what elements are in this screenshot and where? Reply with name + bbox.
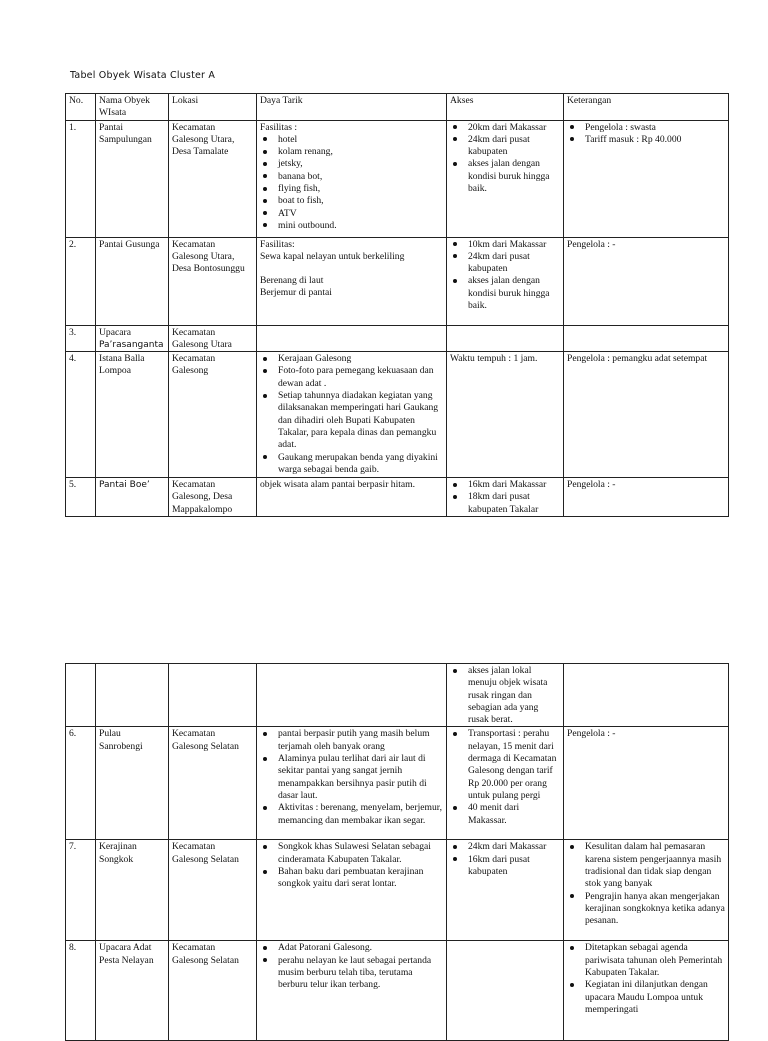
attraction-heading: Fasilitas : bbox=[260, 121, 298, 133]
attraction-cell bbox=[257, 727, 447, 840]
object-location: Kecamatan Galesong Selatan bbox=[169, 727, 257, 840]
access-cell bbox=[447, 478, 564, 517]
row-number: 4. bbox=[66, 352, 96, 478]
access-cell bbox=[447, 727, 564, 840]
attraction-line: Berenang di laut bbox=[260, 275, 324, 287]
list-item: 16km dari pusat kabupaten bbox=[468, 854, 560, 879]
access-list bbox=[450, 665, 560, 726]
notes-list bbox=[567, 841, 725, 927]
access-cell bbox=[447, 120, 564, 237]
attraction-list bbox=[260, 841, 443, 890]
access-cell bbox=[447, 325, 564, 352]
list-item: ATV bbox=[278, 208, 443, 220]
list-item: mini outbound. bbox=[278, 220, 443, 232]
notes-cell: Pengelola : - bbox=[564, 237, 729, 325]
object-name-line: Upacara bbox=[99, 326, 131, 338]
list-item: Kegiatan ini dilanjutkan dengan upacara Maudu Lompoa untuk memperingati bbox=[585, 979, 725, 1016]
object-location: Kecamatan Galesong Utara, Desa Tamalate bbox=[169, 120, 257, 237]
attraction-list bbox=[260, 134, 443, 232]
list-item: jetsky, bbox=[278, 158, 443, 170]
list-item: Pengelola : swasta bbox=[585, 122, 725, 134]
list-item: 24km dari pusat kabupaten bbox=[468, 134, 560, 159]
row-number: 7. bbox=[66, 840, 96, 941]
attraction-cell bbox=[257, 120, 447, 237]
list-item: Kesulitan dalam hal pemasaran karena sistem pengerjaannya masih tradisional dan tidak siap dengan stok yang banyak bbox=[585, 841, 725, 890]
object-location: Kecamatan Galesong Selatan bbox=[169, 941, 257, 1041]
access-list bbox=[450, 239, 560, 313]
object-location: Kecamatan Galesong bbox=[169, 352, 257, 478]
attraction-cell bbox=[257, 941, 447, 1041]
table-row bbox=[66, 941, 729, 1041]
list-item: akses jalan lokal menuju objek wisata rusak ringan dan sebagian ada yang rusak berat. bbox=[468, 665, 560, 726]
object-name: Pantai Sampulungan bbox=[96, 120, 169, 237]
list-item: 24km dari Makassar bbox=[468, 841, 560, 853]
object-name: Pantai Boe’ bbox=[96, 478, 169, 517]
attraction-line: Berjemur di pantai bbox=[260, 287, 332, 299]
object-name: Pantai Gusunga bbox=[96, 237, 169, 325]
list-item: perahu nelayan ke laut sebagai pertanda musim berburu telah tiba, terutama berburu telur ikan terbang. bbox=[278, 955, 443, 992]
table-row bbox=[66, 727, 729, 840]
list-item: Foto-foto para pemegang kekuasaan dan dewan adat . bbox=[278, 365, 443, 390]
list-item: 40 menit dari Makassar. bbox=[468, 802, 560, 827]
object-name: Pulau Sanrobengi bbox=[96, 727, 169, 840]
list-item: Transportasi : perahu nelayan, 15 menit dari dermaga di Kecamatan Galesong dengan tarif Rp 20.000 per orang untuk pulang pergi bbox=[468, 728, 560, 802]
access-cell bbox=[447, 664, 564, 727]
attraction-line: Sewa kapal nelayan untuk berkeliling bbox=[260, 250, 405, 262]
attraction-list bbox=[260, 353, 443, 476]
row-number: 2. bbox=[66, 237, 96, 325]
list-item: akses jalan dengan kondisi buruk hingga baik. bbox=[468, 158, 560, 195]
object-location: Kecamatan Galesong Utara bbox=[169, 325, 257, 352]
list-item: Aktivitas : berenang, menyelam, berjemur, memancing dan membakar ikan segar. bbox=[278, 802, 442, 826]
object-location: Kecamatan Galesong Utara, Desa Bontosunggu bbox=[169, 237, 257, 325]
object-location: Kecamatan Galesong, Desa Mappakalompo bbox=[169, 478, 257, 517]
list-item: 24km dari pusat kabupaten bbox=[468, 251, 560, 276]
list-item: kolam renang, bbox=[278, 146, 443, 158]
attraction-cell: objek wisata alam pantai berpasir hitam. bbox=[257, 478, 447, 517]
list-item: Songkok khas Sulawesi Selatan sebagai cinderamata Kabupaten Takalar. bbox=[278, 841, 443, 866]
object-name: Istana Balla Lompoa bbox=[96, 352, 169, 478]
table-row bbox=[66, 352, 729, 478]
list-item: 18km dari pusat kabupaten Takalar bbox=[468, 491, 560, 516]
table-row bbox=[66, 664, 729, 727]
table-row bbox=[66, 840, 729, 941]
list-item: 16km dari Makassar bbox=[468, 479, 560, 491]
list-item: akses jalan dengan kondisi buruk hingga baik. bbox=[468, 275, 560, 312]
row-number: 8. bbox=[66, 941, 96, 1041]
tourism-table bbox=[65, 93, 729, 517]
access-cell bbox=[447, 840, 564, 941]
list-item: 20km dari Makassar bbox=[468, 122, 560, 134]
notes-cell: Pengelola : - bbox=[564, 478, 729, 517]
table-header-row bbox=[66, 94, 729, 121]
header-name: Nama Obyek WIsata bbox=[96, 94, 169, 121]
attraction-cell bbox=[257, 352, 447, 478]
access-list bbox=[450, 122, 560, 196]
list-item: boat to fish, bbox=[278, 195, 443, 207]
access-list bbox=[450, 479, 560, 516]
object-name bbox=[96, 325, 169, 352]
row-number: 6. bbox=[66, 727, 96, 840]
notes-cell bbox=[564, 840, 729, 941]
table-row bbox=[66, 120, 729, 237]
object-name-line: Pa’rasanganta bbox=[99, 339, 164, 350]
attraction-cell bbox=[257, 840, 447, 941]
attraction-line: Fasilitas: bbox=[260, 238, 295, 250]
list-item: Ditetapkan sebagai agenda pariwisata tahunan oleh Pemerintah Kabupaten Takalar. bbox=[585, 942, 725, 979]
list-item: hotel bbox=[278, 134, 443, 146]
list-item: Pengrajin hanya akan mengerjakan kerajinan songkoknya ketika adanya pesanan. bbox=[585, 890, 725, 927]
list-item: pantai berpasir putih yang masih belum terjamah oleh banyak orang bbox=[278, 728, 443, 753]
access-list bbox=[450, 728, 560, 826]
access-cell bbox=[447, 237, 564, 325]
notes-cell bbox=[564, 941, 729, 1041]
header-notes: Keterangan bbox=[564, 94, 729, 121]
list-item: banana bot, bbox=[278, 171, 443, 183]
notes-cell: Pengelola : - bbox=[564, 727, 729, 840]
header-location: Lokasi bbox=[169, 94, 257, 121]
access-cell: Waktu tempuh : 1 jam. bbox=[447, 352, 564, 478]
list-item: Adat Patorani Galesong. bbox=[278, 942, 443, 954]
notes-list bbox=[567, 942, 725, 1016]
notes-list bbox=[567, 122, 725, 147]
list-item: 10km dari Makassar bbox=[468, 239, 560, 251]
table-row bbox=[66, 237, 729, 325]
list-item: Tariff masuk : Rp 40.000 bbox=[585, 134, 725, 146]
header-access: Akses bbox=[447, 94, 564, 121]
list-item: Gaukang merupakan benda yang diyakini warga sebagai benda gaib. bbox=[278, 452, 443, 477]
list-item: flying fish, bbox=[278, 183, 443, 195]
list-item: Alaminya pulau terlihat dari air laut di sekitar pantai yang sangat jernih menampakkan bersihnya pasir putih di dasar laut. bbox=[278, 753, 443, 802]
list-item: Kerajaan Galesong bbox=[278, 353, 443, 365]
access-list bbox=[450, 841, 560, 878]
access-cell bbox=[447, 941, 564, 1041]
row-number: 5. bbox=[66, 478, 96, 517]
header-attraction: Daya Tarik bbox=[257, 94, 447, 121]
document-title: Tabel Obyek Wisata Cluster A bbox=[70, 70, 216, 81]
object-name: Upacara Adat Pesta Nelayan bbox=[96, 941, 169, 1041]
list-item: Bahan baku dari pembuatan kerajinan songkok yaitu dari serat lontar. bbox=[278, 866, 443, 891]
notes-cell bbox=[564, 325, 729, 352]
notes-cell: Pengelola : pemangku adat setempat bbox=[564, 352, 729, 478]
attraction-cell bbox=[257, 325, 447, 352]
attraction-cell bbox=[257, 237, 447, 325]
header-no: No. bbox=[66, 94, 96, 121]
attraction-list bbox=[260, 728, 443, 826]
object-location: Kecamatan Galesong Selatan bbox=[169, 840, 257, 941]
table-row bbox=[66, 478, 729, 517]
table-row bbox=[66, 325, 729, 352]
tourism-table-continued bbox=[65, 663, 729, 1041]
row-number: 3. bbox=[66, 325, 96, 352]
list-item: Setiap tahunnya diadakan kegiatan yang dilaksanakan memperingati hari Gaukang dan dihadiri oleh Bupati Kabupaten Takalar, para kepala dinas dan pemangku adat. bbox=[278, 390, 443, 451]
object-name: Kerajinan Songkok bbox=[96, 840, 169, 941]
notes-cell bbox=[564, 120, 729, 237]
row-number: 1. bbox=[66, 120, 96, 237]
attraction-list bbox=[260, 942, 443, 991]
